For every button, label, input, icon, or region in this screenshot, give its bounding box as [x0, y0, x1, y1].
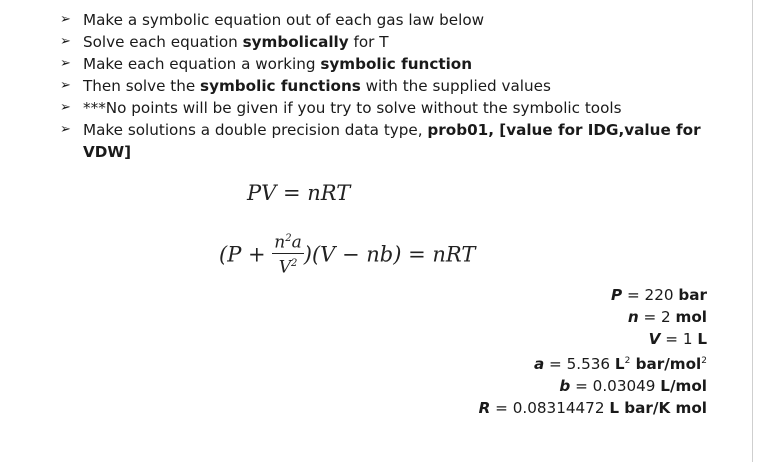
supplied-values [479, 284, 707, 419]
eq2-fraction [272, 229, 303, 277]
value-unit-tail-exp: 2 [701, 356, 707, 366]
bullet-bold-text: symbolically [242, 33, 349, 51]
value-row-b [479, 375, 707, 397]
value-symbol: V [648, 330, 661, 348]
value-row-n [479, 306, 707, 328]
value-number: = 220 [622, 286, 679, 304]
bullet-item-1 [60, 9, 720, 31]
arrow-bullet-icon: ➢ [60, 56, 71, 71]
value-number: = 2 [638, 308, 676, 326]
arrow-bullet-icon: ➢ [60, 78, 71, 93]
bullet-text: with the supplied values [360, 77, 551, 95]
value-row-V [479, 328, 707, 350]
value-symbol: P [611, 286, 623, 304]
bullet-bold-text: symbolic functions [200, 77, 361, 95]
value-symbol: R [478, 399, 491, 418]
eq1-equals: = [276, 181, 308, 205]
bullet-text: Make solutions a double precision data type, [83, 121, 428, 139]
bullet-bold-text: symbolic function [320, 55, 473, 73]
eq2-denominator [272, 253, 303, 278]
value-number: = 1 [660, 330, 698, 348]
eq2-close: )(V − nb) = nRT [303, 242, 476, 267]
value-number: = 5.536 [544, 355, 615, 374]
eq2-den-exp: 2 [290, 257, 298, 269]
bullet-item-2 [60, 31, 720, 53]
eq1-lhs: PV [247, 181, 277, 205]
value-row-R [479, 397, 707, 419]
value-unit: bar [678, 286, 707, 304]
eq2-num-exp: 2 [285, 233, 292, 244]
value-number: = 0.08314472 [490, 399, 610, 418]
value-symbol: a [533, 355, 545, 374]
bullet-bold-text: prob01, [value for IDG,value for VDW] [83, 121, 701, 161]
bullet-item-5 [60, 97, 720, 119]
arrow-bullet-icon: ➢ [60, 122, 71, 137]
value-unit: mol [675, 308, 707, 326]
value-unit: L [697, 330, 707, 348]
value-symbol: b [559, 377, 571, 396]
page-edge-line [752, 0, 753, 462]
eq2-num-rest: a [291, 232, 302, 253]
value-unit: L bar/K mol [609, 399, 707, 418]
bullet-item-3 [60, 53, 720, 75]
instruction-list [60, 9, 720, 163]
value-unit-tail: bar/mol [630, 355, 702, 374]
arrow-bullet-icon: ➢ [60, 100, 71, 115]
van-der-waals-equation [219, 232, 475, 280]
eq2-den-base: V [278, 257, 291, 278]
ideal-gas-equation [247, 181, 350, 205]
bullet-text: for T [348, 33, 389, 51]
bullet-item-4 [60, 75, 720, 97]
value-unit: L/mol [660, 377, 707, 396]
bullet-text: Make a symbolic equation out of each gas law below [83, 11, 485, 29]
eq2-open: (P + [219, 242, 273, 267]
eq1-rhs: nRT [307, 181, 351, 205]
value-row-P [479, 284, 707, 306]
bullet-text: Make each equation a working [83, 55, 321, 73]
eq2-num-base: n [274, 232, 286, 253]
value-symbol: n [627, 308, 639, 326]
bullet-text: Solve each equation [83, 33, 243, 51]
bullet-item-6 [60, 119, 720, 163]
arrow-bullet-icon: ➢ [60, 12, 71, 27]
arrow-bullet-icon: ➢ [60, 34, 71, 49]
value-unit: L [614, 355, 625, 374]
bullet-text: Then solve the [83, 77, 201, 95]
eq2-numerator [272, 229, 303, 253]
value-number: = 0.03049 [570, 377, 661, 396]
value-unit-exp: 2 [624, 356, 631, 366]
bullet-text: ***No points will be given if you try to solve without the symbolic tools [83, 99, 622, 117]
value-row-a [479, 350, 707, 375]
